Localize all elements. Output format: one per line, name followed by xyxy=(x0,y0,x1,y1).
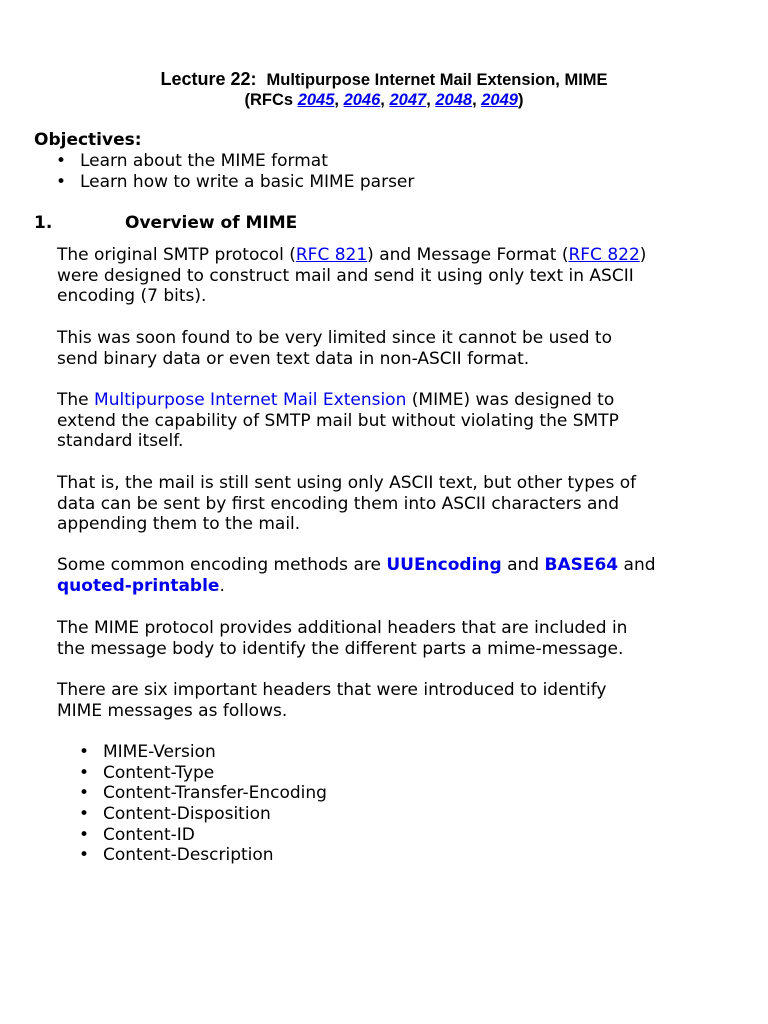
text-line: send binary data or even text data in non-ASCII format. xyxy=(57,348,530,369)
list-item: • Content-Description xyxy=(103,845,327,866)
rfc-references: (RFCs 2045, 2046, 2047, 2048, 2049) xyxy=(244,91,524,109)
rfc-link-2047[interactable]: 2047 xyxy=(389,91,427,109)
text: (MIME) was designed to xyxy=(406,390,615,410)
rfc-suffix: ) xyxy=(517,91,524,109)
text: and xyxy=(618,555,656,575)
list-item: • Learn about the MIME format xyxy=(80,151,414,172)
text: ) and Message Format ( xyxy=(367,245,569,265)
base64-term[interactable]: BASE64 xyxy=(544,555,619,575)
text-line: the message body to identify the different parts a mime-message. xyxy=(57,638,624,659)
text-line: There are six important headers that were introduced to identify xyxy=(57,680,607,700)
text-line: That is, the mail is still sent using only ASCII text, but other types of xyxy=(57,473,637,493)
list-item: • Content-Transfer-Encoding xyxy=(103,783,327,804)
text: The original SMTP protocol ( xyxy=(57,245,296,265)
lecture-number: Lecture 22: xyxy=(160,69,257,89)
quoted-printable-term[interactable]: quoted-printable xyxy=(57,575,220,596)
objectives-heading: Objectives: xyxy=(34,130,142,150)
list-item: • Content-Type xyxy=(103,763,327,784)
lecture-subtitle: Multipurpose Internet Mail Extension, MIME xyxy=(266,71,608,89)
rfc-821-link[interactable]: RFC 821 xyxy=(295,245,368,265)
rfc-link-2048[interactable]: 2048 xyxy=(435,91,473,109)
text-line: This was soon found to be very limited since it cannot be used to xyxy=(57,328,612,348)
text-line: were designed to construct mail and send it using only text in ASCII xyxy=(57,265,634,286)
uuencoding-term[interactable]: UUEncoding xyxy=(386,555,502,575)
text-line: MIME messages as follows. xyxy=(57,700,288,721)
paragraph-mime-headers xyxy=(57,618,707,659)
rfc-link-2046[interactable]: 2046 xyxy=(343,91,381,109)
list-item: • MIME-Version xyxy=(103,742,327,763)
text: Some common encoding methods are xyxy=(57,555,387,575)
list-item: • Content-Disposition xyxy=(103,804,327,825)
rfc-822-link[interactable]: RFC 822 xyxy=(568,245,640,265)
rfc-prefix: (RFCs xyxy=(244,91,298,109)
text-line: The MIME protocol provides additional headers that are included in xyxy=(57,618,628,638)
paragraph-six-headers xyxy=(57,680,707,721)
section-title: Overview of MIME xyxy=(125,213,298,233)
objectives-list xyxy=(80,151,414,192)
text-line: appending them to the mail. xyxy=(57,514,301,535)
section-number: 1. xyxy=(34,213,53,233)
list-item: • Content-ID xyxy=(103,825,327,846)
text-line: data can be sent by first encoding them into ASCII characters and xyxy=(57,493,619,514)
paragraph-encoding-methods xyxy=(57,555,707,596)
text: . xyxy=(219,575,225,596)
text-line: encoding (7 bits). xyxy=(57,286,207,307)
list-item: • Learn how to write a basic MIME parser xyxy=(80,172,414,193)
text-line: standard itself. xyxy=(57,431,184,452)
text: and xyxy=(501,555,545,575)
rfc-link-2045[interactable]: 2045 xyxy=(297,91,335,109)
text: The xyxy=(57,390,95,410)
text: ) xyxy=(639,245,647,265)
text-line: extend the capability of SMTP mail but without violating the SMTP xyxy=(57,410,619,431)
paragraph-limitation xyxy=(57,328,707,369)
paragraph-ascii-encoding xyxy=(57,473,707,535)
rfc-link-2049[interactable]: 2049 xyxy=(481,91,518,109)
paragraph-mime-intro xyxy=(57,390,707,452)
lecture-title xyxy=(0,69,768,90)
mime-term-link[interactable]: Multipurpose Internet Mail Extension xyxy=(94,390,407,410)
paragraph-smtp-origin xyxy=(57,245,707,307)
mime-headers-list xyxy=(103,742,327,866)
